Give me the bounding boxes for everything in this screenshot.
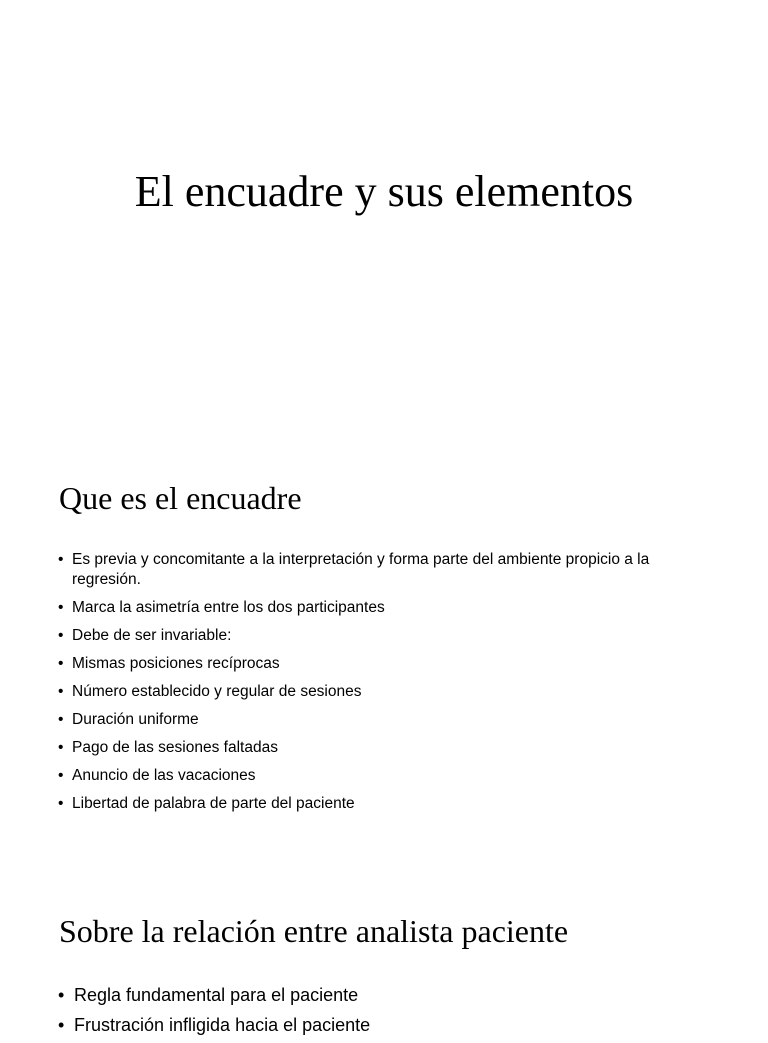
bullet-icon: • [58, 599, 64, 616]
bullet-icon: • [58, 1015, 65, 1035]
bullet-item [58, 654, 718, 674]
bullet-text: Regla fundamental para el paciente [74, 985, 359, 1005]
slide-heading: Sobre la relación entre analista paciente [59, 913, 569, 949]
bullet-item [58, 766, 718, 786]
bullet-icon: • [58, 655, 64, 672]
bullet-text: Frustración infligida hacia el paciente [74, 1015, 371, 1035]
bullet-text: Duración uniforme [72, 711, 199, 728]
bullet-icon: • [58, 985, 65, 1005]
bullet-icon: • [58, 739, 64, 756]
bullet-item [58, 794, 718, 814]
bullet-item [58, 983, 718, 1007]
bullet-text: Anuncio de las vacaciones [72, 767, 256, 784]
slide-relacion-analista-paciente [0, 905, 768, 1035]
presentation-title: El encuadre y sus elementos [134, 167, 634, 216]
bullet-text: Mismas posiciones recíprocas [72, 655, 280, 672]
bullet-text: Debe de ser invariable: [72, 627, 232, 644]
bullet-text: Libertad de palabra de parte del paciente [72, 795, 355, 812]
bullet-item [58, 598, 718, 618]
bullet-text: Marca la asimetría entre los dos participantes [72, 599, 385, 616]
bullet-item [58, 710, 718, 730]
bullet-icon: • [58, 627, 64, 644]
slide-heading: Que es el encuadre [59, 480, 302, 516]
bullet-item [58, 738, 718, 758]
bullet-list [58, 983, 718, 1043]
bullet-list [58, 550, 718, 822]
bullet-text: Número establecido y regular de sesiones [72, 683, 362, 700]
bullet-item [58, 626, 718, 646]
slide-que-es-el-encuadre [0, 470, 768, 890]
bullet-icon: • [58, 795, 64, 812]
bullet-icon: • [58, 683, 64, 700]
title-slide [0, 0, 768, 440]
bullet-text: Pago de las sesiones faltadas [72, 739, 278, 756]
bullet-icon: • [58, 551, 64, 568]
bullet-icon: • [58, 767, 64, 784]
bullet-icon: • [58, 711, 64, 728]
bullet-text: Es previa y concomitante a la interpretación y forma parte del ambiente propicio a la regresión. [72, 551, 650, 588]
bullet-item [58, 550, 718, 590]
bullet-item [58, 682, 718, 702]
bullet-item [58, 1013, 718, 1037]
